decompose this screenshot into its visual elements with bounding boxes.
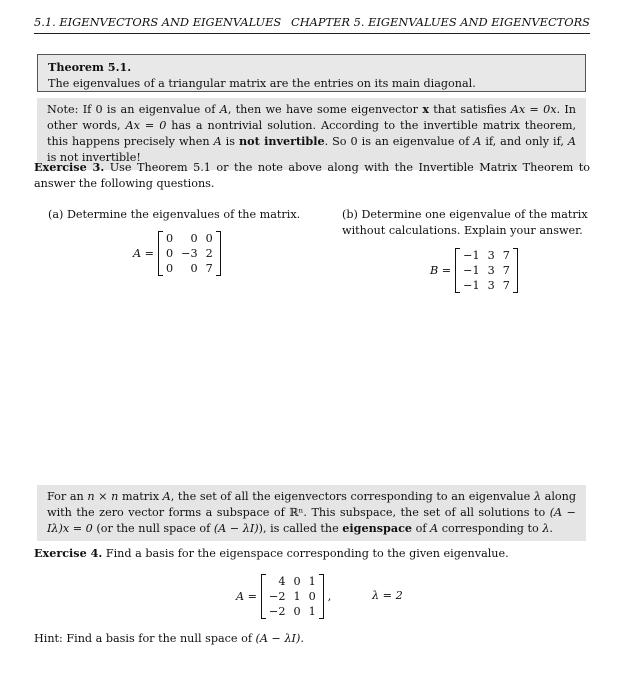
note-bold: not invertible [238, 133, 325, 148]
exercise-4-label: Exercise 4. [34, 546, 103, 560]
theorem-title: Theorem 5.1. [48, 60, 132, 74]
exercise-3-text: Use Theorem 5.1 or the note above along with the Invertible Matrix Theorem to answer the following questions. [34, 161, 591, 190]
part-b-prompt: (b) Determine one eigenvalue of the matrix without calculations. Explain your answer. [342, 208, 588, 237]
matrix-cell: −1 [463, 249, 480, 262]
note-math: Ax = 0x [510, 103, 557, 116]
matrix-cell: 1 [293, 590, 301, 603]
exercise-3-label: Exercise 3. [34, 160, 105, 174]
header-section: 5.1. EIGENVECTORS AND EIGENVALUES [34, 15, 282, 29]
matrix-cell: −1 [463, 279, 480, 292]
part-a-prompt: (a) Determine the eigenvalues of the matrix. [48, 208, 301, 221]
matrix-b-bracket [455, 248, 518, 293]
note-box [37, 98, 586, 170]
def-text: , the set of all the eigenvectors corresponding to an eigenvalue [170, 490, 534, 503]
matrix-cell: 0 [190, 262, 198, 275]
hint-text: . [300, 632, 304, 645]
header-chapter: CHAPTER 5. EIGENVALUES AND EIGENVECTORS [290, 15, 590, 29]
def-math: A [162, 490, 171, 503]
def-text: corresponding to [438, 521, 543, 535]
matrix-cell: 7 [502, 264, 510, 277]
def-text: along with the zero vector forms a subspace of [47, 490, 576, 519]
note-text: Note: If 0 is an eigenvalue of [47, 103, 220, 116]
matrix-cell: −2 [269, 605, 286, 618]
matrix-cell: −1 [463, 264, 480, 277]
note-text: . In other words, [47, 103, 576, 132]
def-text: of [412, 521, 431, 535]
def-text: ), is called the [258, 521, 343, 535]
def-math: (A − Iλ)x = 0 [47, 505, 577, 535]
note-text: is not invertible! [47, 150, 141, 164]
header-rule [34, 33, 590, 34]
matrix-a4-bracket [261, 574, 324, 619]
def-math: A [430, 521, 439, 535]
matrix-cell: 3 [487, 249, 495, 262]
def-text: . This subspace, the set of all solutions to [303, 505, 550, 519]
matrix-cell: −3 [181, 247, 198, 260]
theorem-body: The eigenvalues of a triangular matrix are the entries on its main diagonal. [48, 76, 476, 90]
note-math: A [567, 134, 576, 148]
note-math: A [213, 134, 222, 148]
matrix-a [133, 231, 221, 276]
def-math: ℝⁿ [289, 505, 304, 519]
theorem-box [37, 54, 586, 92]
matrix-cell: 0 [205, 232, 213, 245]
hint [34, 631, 590, 647]
given-eigenvalue: λ = 2 [372, 589, 403, 602]
matrix-a4-comma: , [327, 589, 332, 603]
matrix-a-exercise-4 [236, 574, 331, 619]
note-math: A [219, 103, 228, 116]
def-text: For an [47, 490, 88, 503]
exercise-4 [34, 546, 590, 562]
matrix-cell: 0 [308, 590, 316, 603]
matrix-a-bracket [158, 231, 221, 276]
note-text: has a nontrivial solution. According to the invertible matrix theorem, this happens precisely when [47, 118, 576, 148]
matrix-a-label: A = [133, 246, 155, 260]
eigenspace-definition-box [37, 485, 586, 541]
def-text: matrix [118, 490, 163, 503]
note-text: , then we have some eigenvector [227, 103, 423, 116]
matrix-b [430, 248, 518, 293]
running-header [34, 14, 590, 30]
def-math: λ [542, 521, 550, 535]
hint-math: (A − λI) [255, 632, 301, 645]
note-text: is [221, 134, 239, 148]
matrix-cell: 7 [502, 279, 510, 292]
note-text: . So 0 is an eigenvalue of [324, 134, 474, 148]
note-math: A [473, 134, 482, 148]
note-text: that satisfies [428, 103, 511, 116]
matrix-cell: −2 [269, 590, 286, 603]
matrix-cell: 1 [308, 575, 316, 588]
matrix-b-label: B = [430, 263, 452, 277]
matrix-cell: 7 [502, 249, 510, 262]
matrix-cell: 0 [293, 605, 301, 618]
exercise-3 [34, 160, 590, 192]
note-math: Ax = 0 [125, 118, 167, 132]
matrix-cell: 0 [166, 262, 174, 275]
matrix-cell: 0 [166, 247, 174, 260]
matrix-cell: 7 [205, 262, 213, 275]
def-bold: eigenspace [342, 520, 413, 535]
matrix-cell: 0 [293, 575, 301, 588]
exercise-4-text: Find a basis for the eigenspace corresponding to the given eigenvalue. [105, 547, 509, 560]
matrix-cell: 3 [487, 264, 495, 277]
hint-text: Hint: Find a basis for the null space of [34, 632, 256, 645]
matrix-cell: 2 [205, 247, 213, 260]
matrix-cell: 1 [308, 605, 316, 618]
matrix-cell: 3 [487, 279, 495, 292]
matrix-cell: 4 [278, 575, 286, 588]
def-math: n × n [87, 490, 119, 503]
matrix-cell: 0 [166, 232, 174, 245]
def-text: (or the null space of [92, 521, 214, 535]
matrix-a4-label: A = [236, 589, 258, 603]
note-math: x [422, 102, 429, 116]
matrix-cell: 0 [190, 232, 198, 245]
def-math: (A − λI) [213, 521, 259, 535]
def-math: λ [533, 490, 542, 503]
def-text: . [549, 521, 553, 535]
note-text: if, and only if, [481, 134, 568, 148]
